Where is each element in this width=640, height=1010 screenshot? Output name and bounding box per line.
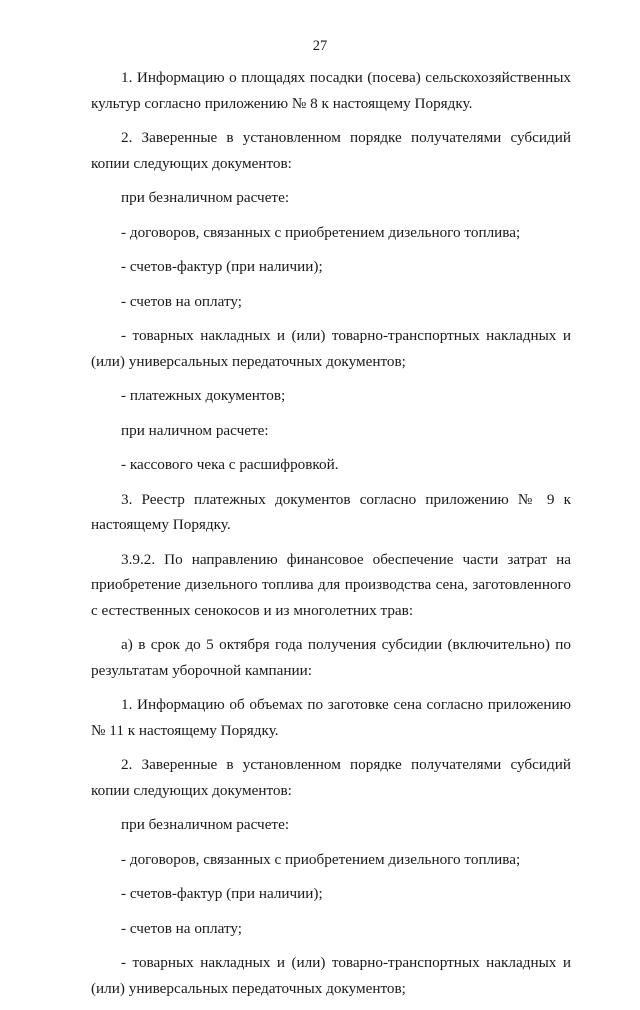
paragraph: 1. Информацию о площадях посадки (посева) сельскохозяйственных культур согласно приложению № 8 к настоящему Порядку. bbox=[91, 69, 571, 112]
paragraph: - договоров, связанных с приобретением дизельного топлива; bbox=[121, 223, 521, 241]
paragraph: - кассового чека с расшифровкой. bbox=[121, 456, 339, 473]
paragraph: при безналичном расчете: bbox=[121, 189, 290, 206]
paragraph: - договоров, связанных с приобретением дизельного топлива; bbox=[121, 850, 521, 868]
paragraph: - счетов на оплату; bbox=[121, 919, 243, 937]
paragraph: 2. Заверенные в установленном порядке получателями субсидий копии следующих документов: bbox=[91, 756, 571, 799]
paragraph: 3.9.2. По направлению финансовое обеспечение части затрат на приобретение дизельного топлива для производства сена, заготовленного с естественных сенокосов и из многолетних трав: bbox=[91, 550, 571, 619]
page-number: 27 bbox=[312, 38, 328, 54]
paragraph: - платежных документов; bbox=[121, 387, 286, 404]
paragraph: при наличном расчете: bbox=[121, 421, 269, 439]
paragraph: - счетов на оплату; bbox=[121, 292, 243, 310]
paragraph: 3. Реестр платежных документов согласно приложению № 9 к настоящему Порядку. bbox=[91, 490, 571, 533]
document-body bbox=[91, 65, 571, 1010]
paragraph: - счетов-фактур (при наличии); bbox=[121, 885, 323, 902]
paragraph: 1. Информацию об объемах по заготовке сена согласно приложению № 11 к настоящему Порядку. bbox=[91, 696, 571, 739]
paragraph: 2. Заверенные в установленном порядке получателями субсидий копии следующих документов: bbox=[91, 129, 571, 172]
paragraph: - товарных накладных и (или) товарно-транспортных накладных и (или) универсальных передаточных документов; bbox=[91, 327, 571, 370]
paragraph: - товарных накладных и (или) товарно-транспортных накладных и (или) универсальных передаточных документов; bbox=[91, 954, 571, 997]
paragraph: при безналичном расчете: bbox=[121, 816, 290, 833]
paragraph: а) в срок до 5 октября года получения субсидии (включительно) по результатам уборочной кампании: bbox=[91, 636, 571, 679]
paragraph: - счетов-фактур (при наличии); bbox=[121, 258, 323, 275]
